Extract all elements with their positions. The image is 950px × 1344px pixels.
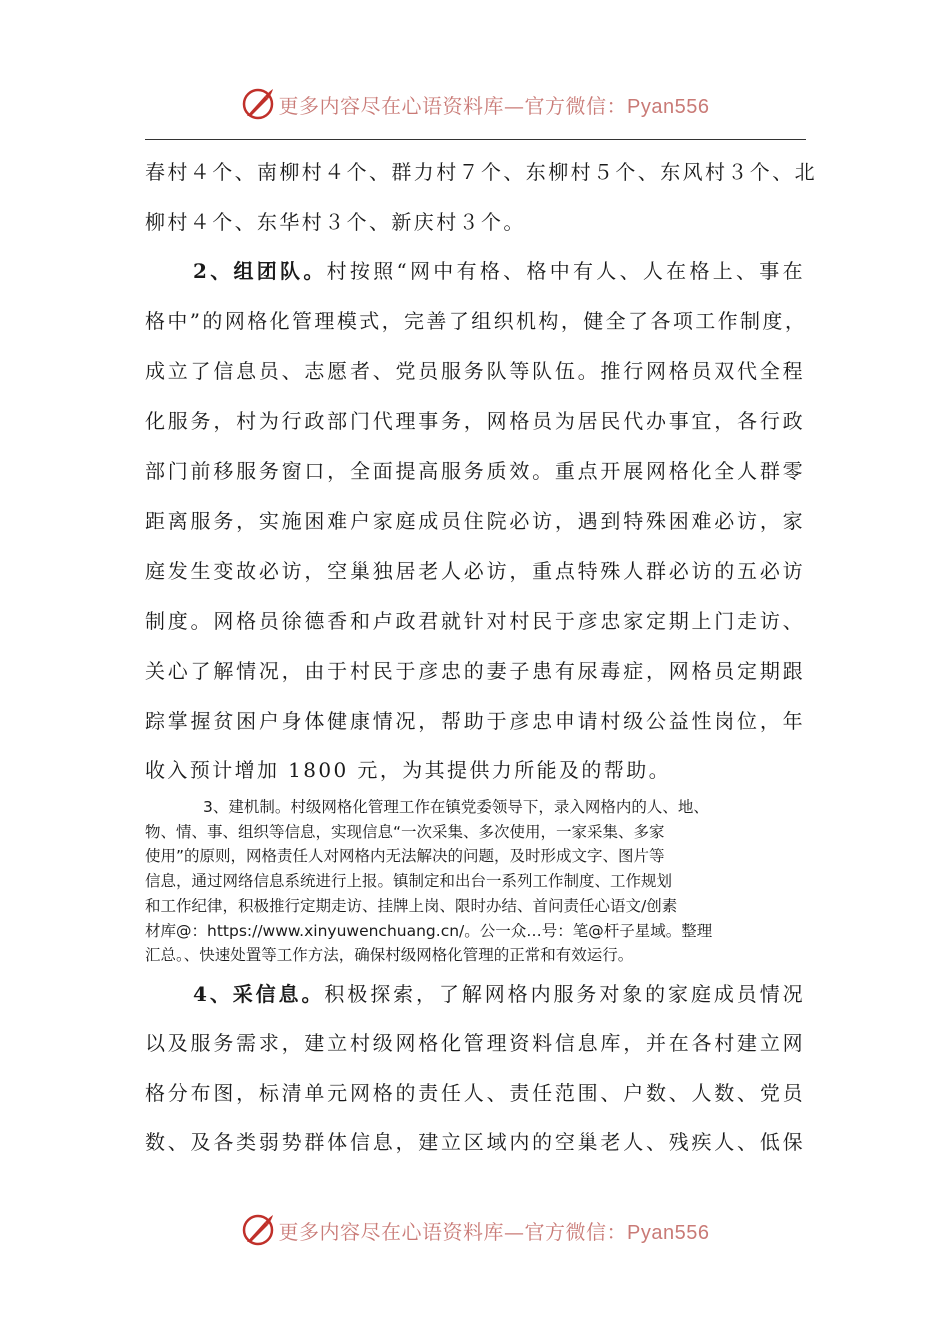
text-line: 汇总。、快速处置等工作方法，确保村级网格化管理的正常和有效运行。 (145, 946, 634, 965)
text-line: 化服务，村为行政部门代理事务，网格员为居民代办事宜，各行政 (145, 409, 805, 433)
text-line: 制度。网格员徐德香和卢政君就针对村民于彦忠家定期上门走访、 (145, 609, 805, 633)
text-line: 使用”的原则，网格责任人对网格内无法解决的问题，及时形成文字、图片等 (145, 847, 665, 866)
quill-logo-icon (241, 87, 275, 121)
text-line: 物、情、事、组织等信息，实现信息“一次采集、多次使用，一家采集、多家 (145, 822, 665, 841)
text-line: 踪掌握贫困户身体健康情况，帮助于彦忠申请村级公益性岗位，年 (145, 709, 805, 733)
section-heading: 4、采信息。 (193, 982, 325, 1006)
text-line: 3、建机制。村级网格化管理工作在镇党委领导下，录入网格内的人、地、 (203, 798, 709, 816)
text-line: 和工作纪律，积极推行定期走访、挂牌上岗、限时办结、首问责任心语文/创素 (145, 896, 678, 915)
text-line: 柳村４个、东华村３个、新庆村３个。 (145, 210, 526, 234)
text-line: 关心了解情况，由于村民于彦忠的妻子患有尿毒症，网格员定期跟 (145, 659, 805, 683)
banner-text: 更多内容尽在心语资料库—官方微信：Pyan556 (278, 1219, 710, 1244)
paragraph-2-first-line: 2、组团队。村按照“网中有格、格中有人、人在格上、事在 (193, 259, 805, 283)
text-line: 格中”的网格化管理模式，完善了组织机构，健全了各项工作制度， (145, 309, 808, 333)
quill-logo-icon (241, 1213, 275, 1247)
text-line: 成立了信息员、志愿者、党员服务队等队伍。推行网格员双代全程 (145, 359, 805, 383)
text-line: 春村４个、南柳村４个、群力村７个、东柳村５个、东风村３个、北 (145, 160, 817, 184)
footer-banner (0, 1210, 950, 1250)
text-line: 部门前移服务窗口，全面提高服务质效。重点开展网格化全人群零 (145, 459, 805, 483)
text-line: 信息，通过网络信息系统进行上报。镇制定和出台一系列工作制度、工作规划 (145, 872, 673, 891)
paragraph-4-first-line: 4、采信息。积极探索，了解网格内服务对象的家庭成员情况 (193, 982, 805, 1006)
text-line: 数、及各类弱势群体信息，建立区域内的空巢老人、残疾人、低保 (145, 1130, 805, 1154)
banner-text: 更多内容尽在心语资料库—官方微信：Pyan556 (278, 93, 710, 118)
header-banner (0, 84, 950, 124)
text-line: 庭发生变故必访，空巢独居老人必访，重点特殊人群必访的五必访 (145, 559, 805, 583)
text-line: 收入预计增加 1800 元，为其提供力所能及的帮助。 (145, 758, 672, 782)
text-line: 以及服务需求，建立村级网格化管理资料信息库，并在各村建立网 (145, 1031, 805, 1055)
header-divider (145, 139, 806, 140)
text-line: 材库@：https://www.xinyuwenchuang.cn/。公一众…号：笔@杆子星域。整理 (145, 921, 713, 940)
text-line: 格分布图，标清单元网格的责任人、责任范围、户数、人数、党员 (145, 1081, 805, 1105)
paragraph-3 (145, 795, 805, 968)
section-heading: 2、组团队。 (193, 259, 327, 283)
text-line: 距离服务，实施困难户家庭成员住院必访，遇到特殊困难必访，家 (145, 509, 805, 533)
